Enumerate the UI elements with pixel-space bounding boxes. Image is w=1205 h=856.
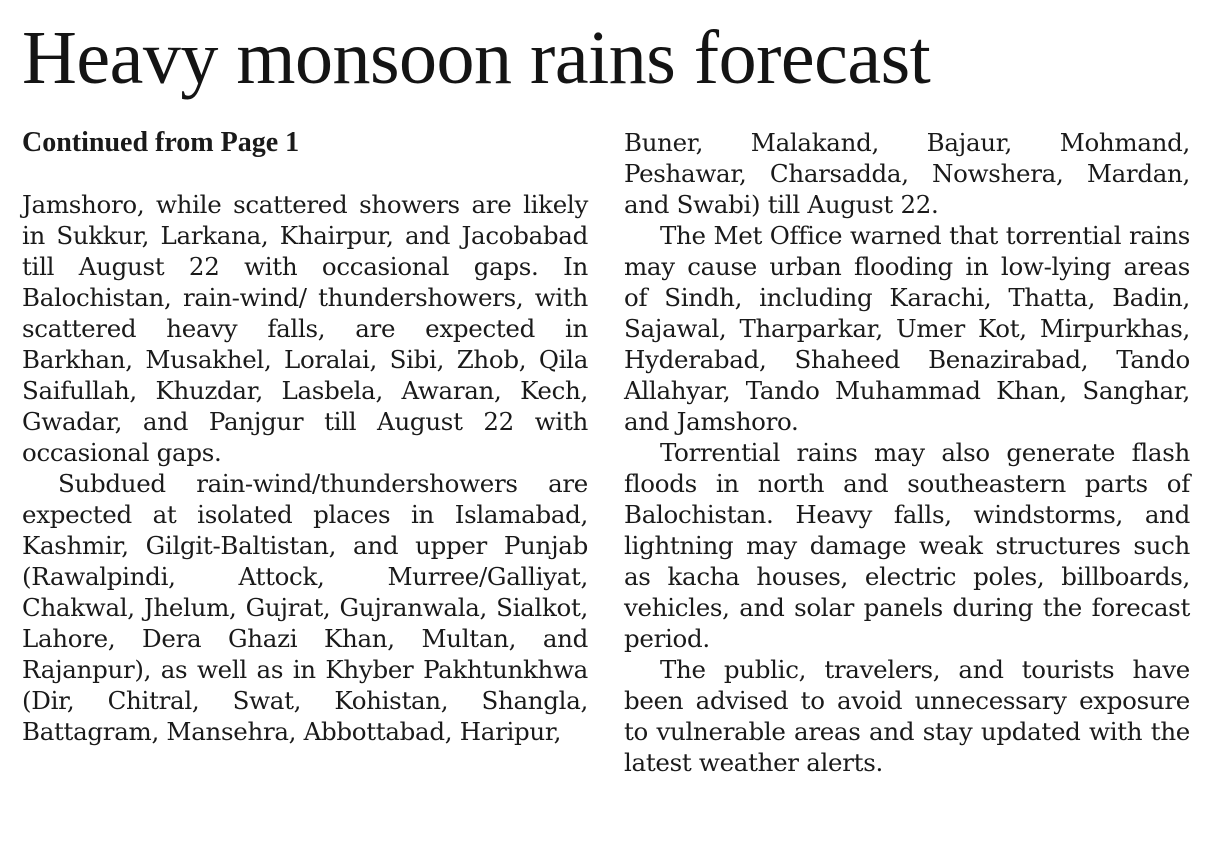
article-paragraph: The Met Office warned that torrential rains may cause urban flooding in low-lying areas of Sindh, including Karachi, Thatta, Badin, Sajawal, Tharparkar, Umer Kot, Mirpurkhas, Hyderabad, Shaheed Benazirabad, Tando Allahyar, Tando Muhammad Khan, Sanghar, and Jamshoro. [624,221,1190,436]
article-paragraph: Jamshoro, while scattered showers are likely in Sukkur, Larkana, Khairpur, and Jacobabad till August 22 with occasional gaps. In Balochistan, rain-wind/ thundershowers, with scattered heavy falls, are expected in Barkhan, Musakhel, Loralai, Sibi, Zhob, Qila Saifullah, Khuzdar, Lasbela, Awaran, Kech, Gwadar, and Panjgur till August 22 with occasional gaps. [22,190,588,467]
continued-from-label: Continued from Page 1 [22,127,300,158]
article-paragraph: Subdued rain-wind/thundershowers are expected at isolated places in Islamabad, Kashmir, Gilgit-Baltistan, and upper Punjab (Rawalpindi, Attock, Murree/Galliyat, Chakwal, Jhelum, Gujrat, Gujranwala, Sialkot, Lahore, Dera Ghazi Khan, Multan, and Rajanpur), as well as in Khyber Pakhtunkhwa (Dir, Chitral, Swat, Kohistan, Shangla, Battagram, Mansehra, Abbottabad, Haripur, [22,469,588,746]
headline: Heavy monsoon rains forecast [22,16,931,100]
article-column-right [624,127,1190,778]
article-column-left [22,127,588,747]
article-paragraph: Torrential rains may also generate flash floods in north and southeastern parts of Balochistan. Heavy falls, windstorms, and lightning may damage weak structures such as kacha houses, electric poles, billboards, vehicles, and solar panels during the forecast period. [624,438,1190,653]
article-paragraph: Buner, Malakand, Bajaur, Mohmand, Peshawar, Charsadda, Nowshera, Mardan, and Swabi) till August 22. [624,128,1190,219]
article-paragraph: The public, travelers, and tourists have been advised to avoid unnecessary exposure to vulnerable areas and stay updated with the latest weather alerts. [624,655,1190,777]
